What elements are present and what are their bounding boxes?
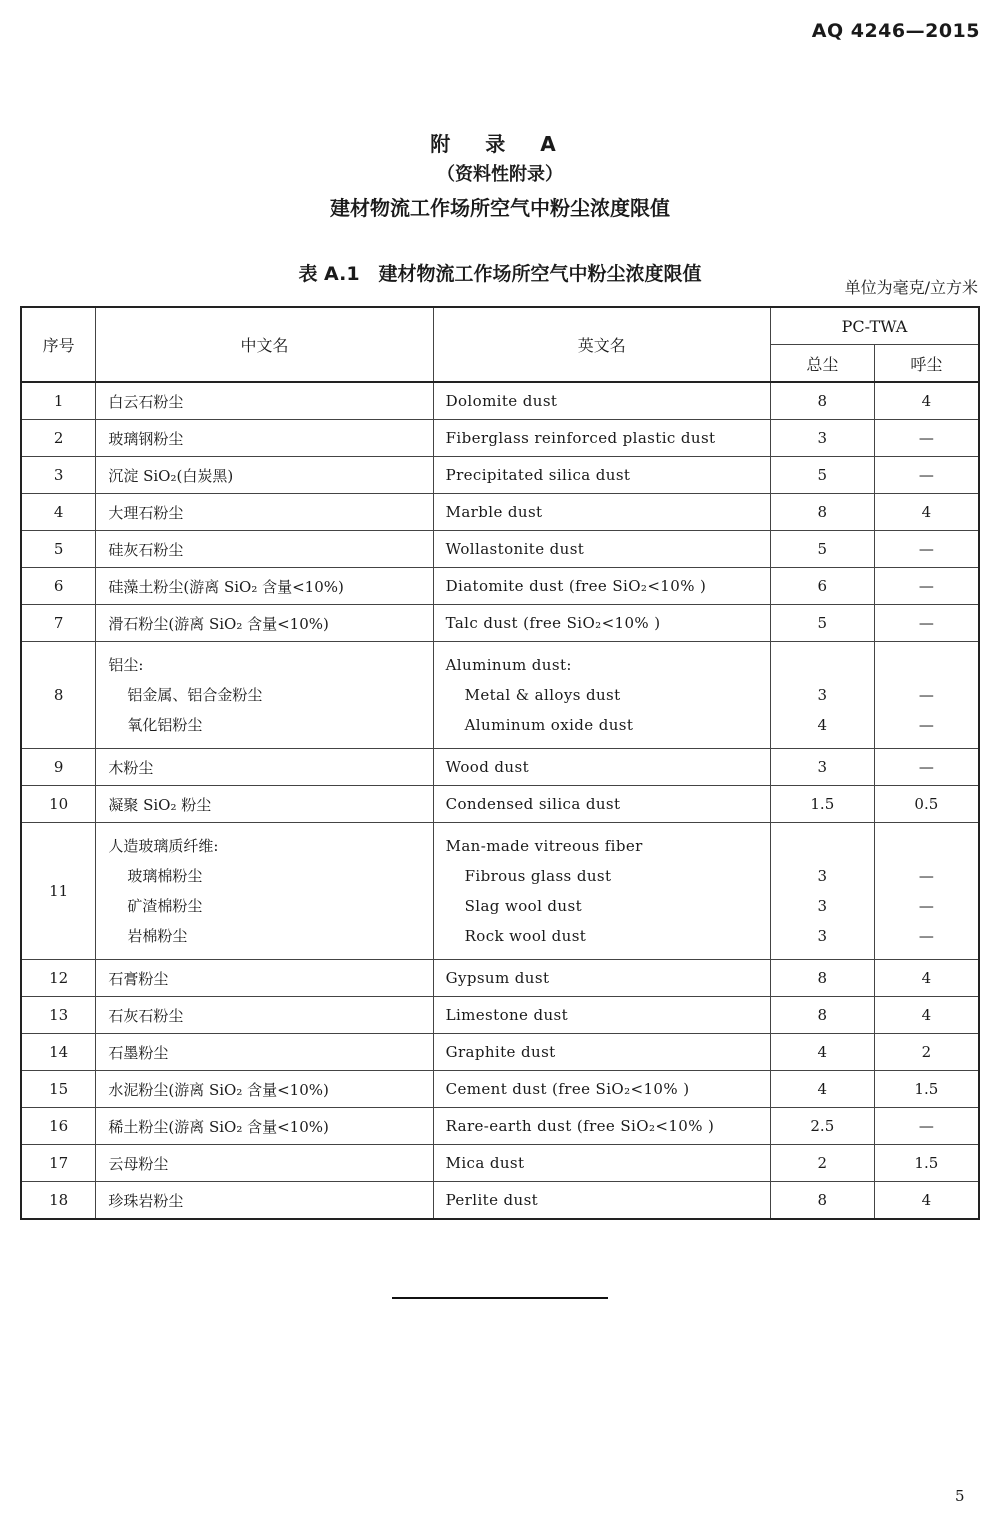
table-row	[21, 1071, 979, 1108]
cell-total-dust: 8	[770, 960, 874, 997]
cell-english-name: Dolomite dust	[433, 382, 770, 420]
cell-respirable-dust: 1.5	[874, 1071, 979, 1108]
table-row	[21, 997, 979, 1034]
cell-chinese-name	[96, 823, 433, 960]
sub-item-label: 铝金属、铝合金粉尘	[127, 686, 263, 704]
blank-line	[875, 650, 978, 680]
cell-english-name: Condensed silica dust	[433, 786, 770, 823]
sub-resp-value: —	[918, 927, 934, 945]
sub-total-value: 3	[817, 686, 828, 704]
table-row	[21, 823, 979, 960]
cell-chinese-name: 沉淀 SiO₂(白炭黑)	[96, 457, 433, 494]
cell-chinese-name: 石灰石粉尘	[96, 997, 433, 1034]
cell-seq: 14	[21, 1034, 96, 1071]
cell-respirable-dust: 2	[874, 1034, 979, 1071]
cell-respirable-dust: 1.5	[874, 1145, 979, 1182]
cell-respirable-dust	[874, 642, 979, 749]
standard-code: AQ 4246—2015	[811, 20, 980, 42]
table-row	[21, 531, 979, 568]
sub-resp-value: —	[918, 686, 934, 704]
cell-respirable-dust: 4	[874, 960, 979, 997]
table-row	[21, 457, 979, 494]
sub-total-value: 3	[817, 927, 828, 945]
cell-chinese-name: 硅藻土粉尘(游离 SiO₂ 含量<10%)	[96, 568, 433, 605]
sub-item-label: 玻璃棉粉尘	[127, 867, 203, 885]
blank-line	[875, 831, 978, 861]
sub-item-label: 矿渣棉粉尘	[127, 897, 203, 915]
cell-respirable-dust: —	[874, 568, 979, 605]
cell-seq: 9	[21, 749, 96, 786]
cell-respirable-dust: 4	[874, 494, 979, 531]
cell-total-dust: 8	[770, 494, 874, 531]
table-row	[21, 1034, 979, 1071]
cell-seq: 15	[21, 1071, 96, 1108]
cell-english-name: Cement dust (free SiO₂<10% )	[433, 1071, 770, 1108]
cell-english-name: Marble dust	[433, 494, 770, 531]
cell-respirable-dust: —	[874, 1108, 979, 1145]
cell-english-name: Graphite dust	[433, 1034, 770, 1071]
sub-item-label: Aluminum oxide dust	[464, 716, 634, 734]
dust-limits-table	[20, 306, 980, 1220]
unit-note: 单位为毫克/立方米	[844, 278, 978, 297]
cell-total-dust	[770, 823, 874, 960]
header-total-dust: 总尘	[770, 345, 874, 383]
cell-chinese-name: 珍珠岩粉尘	[96, 1182, 433, 1220]
sub-total-value: 3	[817, 897, 828, 915]
cell-seq: 8	[21, 642, 96, 749]
group-label: Aluminum dust:	[445, 656, 572, 674]
sub-item-label: Slag wool dust	[464, 897, 583, 915]
end-rule	[392, 1297, 608, 1299]
cell-chinese-name: 硅灰石粉尘	[96, 531, 433, 568]
sub-item-label: Metal & alloys dust	[464, 686, 621, 704]
cell-seq: 6	[21, 568, 96, 605]
cell-seq: 10	[21, 786, 96, 823]
table-row	[21, 1145, 979, 1182]
cell-seq: 3	[21, 457, 96, 494]
table-row	[21, 568, 979, 605]
cell-total-dust: 5	[770, 605, 874, 642]
sub-item-label: Fibrous glass dust	[464, 867, 612, 885]
cell-english-name: Talc dust (free SiO₂<10% )	[433, 605, 770, 642]
cell-total-dust: 4	[770, 1071, 874, 1108]
table-body	[21, 382, 979, 1219]
group-label: 人造玻璃质纤维:	[108, 837, 219, 855]
blank-line	[771, 831, 874, 861]
cell-seq: 18	[21, 1182, 96, 1220]
cell-english-name: Mica dust	[433, 1145, 770, 1182]
cell-total-dust: 2	[770, 1145, 874, 1182]
table-row	[21, 642, 979, 749]
cell-chinese-name: 玻璃钢粉尘	[96, 420, 433, 457]
header-cn: 中文名	[96, 307, 433, 382]
header-respirable-dust: 呼尘	[874, 345, 979, 383]
cell-english-name: Precipitated silica dust	[433, 457, 770, 494]
cell-total-dust: 2.5	[770, 1108, 874, 1145]
cell-total-dust: 6	[770, 568, 874, 605]
cell-total-dust: 3	[770, 420, 874, 457]
table-row	[21, 786, 979, 823]
table-row	[21, 1182, 979, 1220]
cell-respirable-dust: —	[874, 531, 979, 568]
table-row	[21, 749, 979, 786]
blank-line	[771, 650, 874, 680]
appendix-kind: （资料性附录）	[437, 164, 563, 185]
cell-respirable-dust: 4	[874, 997, 979, 1034]
cell-respirable-dust: 4	[874, 1182, 979, 1220]
cell-total-dust: 8	[770, 997, 874, 1034]
cell-seq: 2	[21, 420, 96, 457]
cell-total-dust: 4	[770, 1034, 874, 1071]
cell-total-dust: 1.5	[770, 786, 874, 823]
cell-english-name: Diatomite dust (free SiO₂<10% )	[433, 568, 770, 605]
sub-item-label: Rock wool dust	[464, 927, 587, 945]
page-number: 5	[955, 1487, 965, 1505]
table-row	[21, 1108, 979, 1145]
cell-respirable-dust: —	[874, 749, 979, 786]
sub-total-value: 4	[817, 716, 828, 734]
cell-chinese-name: 木粉尘	[96, 749, 433, 786]
cell-chinese-name: 凝聚 SiO₂ 粉尘	[96, 786, 433, 823]
cell-chinese-name: 水泥粉尘(游离 SiO₂ 含量<10%)	[96, 1071, 433, 1108]
cell-chinese-name: 大理石粉尘	[96, 494, 433, 531]
cell-seq: 12	[21, 960, 96, 997]
appendix-title: 建材物流工作场所空气中粉尘浓度限值	[330, 196, 670, 220]
cell-chinese-name: 稀土粉尘(游离 SiO₂ 含量<10%)	[96, 1108, 433, 1145]
group-label: Man-made vitreous fiber	[445, 837, 643, 855]
cell-total-dust: 5	[770, 457, 874, 494]
cell-respirable-dust: 0.5	[874, 786, 979, 823]
cell-seq: 16	[21, 1108, 96, 1145]
cell-seq: 4	[21, 494, 96, 531]
cell-total-dust: 5	[770, 531, 874, 568]
cell-english-name: Gypsum dust	[433, 960, 770, 997]
cell-seq: 5	[21, 531, 96, 568]
table-row	[21, 960, 979, 997]
cell-respirable-dust	[874, 823, 979, 960]
table-row	[21, 420, 979, 457]
cell-english-name: Wollastonite dust	[433, 531, 770, 568]
cell-seq: 17	[21, 1145, 96, 1182]
appendix-label: 附 录 A	[430, 132, 570, 156]
cell-seq: 7	[21, 605, 96, 642]
table-caption: 表 A.1 建材物流工作场所空气中粉尘浓度限值	[298, 263, 702, 285]
cell-chinese-name	[96, 642, 433, 749]
cell-seq: 13	[21, 997, 96, 1034]
table-row	[21, 494, 979, 531]
cell-english-name: Rare-earth dust (free SiO₂<10% )	[433, 1108, 770, 1145]
sub-resp-value: —	[918, 867, 934, 885]
header-pc-twa: PC-TWA	[770, 307, 979, 345]
group-label: 铝尘:	[108, 656, 144, 674]
cell-english-name: Limestone dust	[433, 997, 770, 1034]
header-en: 英文名	[433, 307, 770, 382]
cell-chinese-name: 石膏粉尘	[96, 960, 433, 997]
sub-total-value: 3	[817, 867, 828, 885]
cell-total-dust	[770, 642, 874, 749]
cell-english-name: Wood dust	[433, 749, 770, 786]
cell-chinese-name: 白云石粉尘	[96, 382, 433, 420]
cell-english-name: Fiberglass reinforced plastic dust	[433, 420, 770, 457]
sub-item-label: 岩棉粉尘	[127, 927, 188, 945]
cell-chinese-name: 云母粉尘	[96, 1145, 433, 1182]
table-row	[21, 382, 979, 420]
sub-item-label: 氧化铝粉尘	[127, 716, 203, 734]
cell-total-dust: 8	[770, 382, 874, 420]
cell-chinese-name: 石墨粉尘	[96, 1034, 433, 1071]
cell-respirable-dust: —	[874, 457, 979, 494]
cell-chinese-name: 滑石粉尘(游离 SiO₂ 含量<10%)	[96, 605, 433, 642]
cell-respirable-dust: —	[874, 605, 979, 642]
cell-english-name	[433, 642, 770, 749]
cell-english-name: Perlite dust	[433, 1182, 770, 1220]
cell-respirable-dust: —	[874, 420, 979, 457]
cell-seq: 1	[21, 382, 96, 420]
sub-resp-value: —	[918, 897, 934, 915]
table-row	[21, 605, 979, 642]
sub-resp-value: —	[918, 716, 934, 734]
cell-seq: 11	[21, 823, 96, 960]
cell-total-dust: 8	[770, 1182, 874, 1220]
cell-respirable-dust: 4	[874, 382, 979, 420]
cell-english-name	[433, 823, 770, 960]
header-seq: 序号	[21, 307, 96, 382]
cell-total-dust: 3	[770, 749, 874, 786]
